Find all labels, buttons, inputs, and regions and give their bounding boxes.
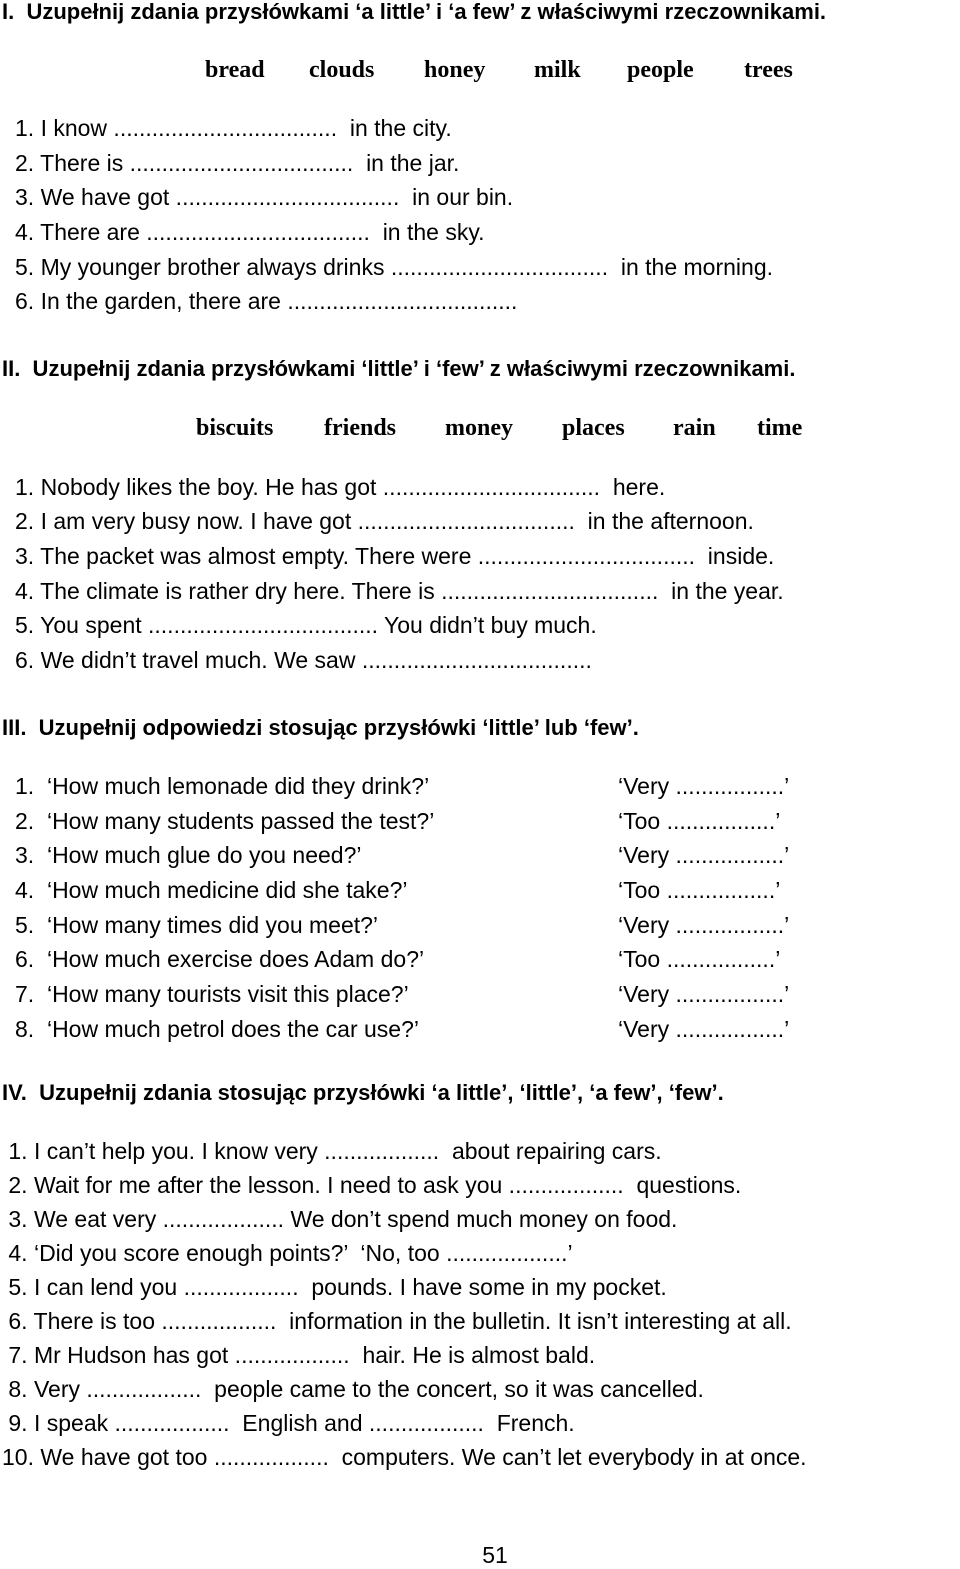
exercise-3-row (15, 876, 960, 904)
exercise-4-item: 8. Very .................. people came to the concert, so it was cancelled. (2, 1376, 704, 1402)
answer-text: ‘Very .................’ (618, 773, 790, 799)
exercise-3-row (15, 772, 960, 800)
answer-text: ‘Very .................’ (618, 842, 790, 868)
section-3-heading: III. Uzupełnij odpowiedzi stosując przysłówki ‘little’ lub ‘few’. (2, 715, 639, 740)
question-text: 2. ‘How many students passed the test?’ (15, 808, 435, 834)
exercise-3-row (15, 807, 960, 835)
question-text: 4. ‘How much medicine did she take?’ (15, 877, 408, 903)
exercise-2-item: 5. You spent .................................... You didn’t buy much. (15, 612, 597, 638)
answer-text: ‘Very .................’ (618, 912, 790, 938)
exercise-4-item: 6. There is too .................. information in the bulletin. It isn’t interesting at all. (2, 1308, 792, 1334)
exercise-4-item: 4. ‘Did you score enough points?’ ‘No, too ...................’ (2, 1240, 573, 1266)
exercise-4-item: 5. I can lend you .................. pounds. I have some in my pocket. (2, 1274, 667, 1300)
section-4-heading: IV. Uzupełnij zdania stosując przysłówki ‘a little’, ‘little’, ‘a few’, ‘few’. (2, 1080, 724, 1105)
exercise-2-item: 2. I am very busy now. I have got .................................. in the afternoon. (15, 508, 754, 534)
word-bank-1-item: milk (534, 57, 581, 83)
exercise-3-row (15, 945, 960, 973)
question-text: 7. ‘How many tourists visit this place?’ (15, 981, 409, 1007)
exercise-4-item: 2. Wait for me after the lesson. I need to ask you .................. questions. (2, 1172, 742, 1198)
word-bank-1-item: honey (424, 57, 486, 83)
exercise-1-item: 5. My younger brother always drinks .................................. in the morning. (15, 254, 774, 280)
word-bank-2-item: money (445, 415, 513, 441)
exercise-3-row (15, 980, 960, 1008)
question-text: 3. ‘How much glue do you need?’ (15, 842, 362, 868)
word-bank-1-item: people (627, 57, 694, 83)
word-bank-2-item: friends (324, 415, 396, 441)
exercise-4-item: 1. I can’t help you. I know very .................. about repairing cars. (2, 1138, 662, 1164)
answer-text: ‘Very .................’ (618, 981, 790, 1007)
exercise-4-item: 10. We have got too .................. computers. We can’t let everybody in at once. (2, 1444, 807, 1470)
exercise-1-item: 6. In the garden, there are .................................... (15, 288, 518, 314)
answer-text: ‘Too .................’ (618, 946, 781, 972)
question-text: 5. ‘How many times did you meet?’ (15, 912, 379, 938)
exercise-1-item: 2. There is ................................... in the jar. (15, 150, 460, 176)
section-1-heading: I. Uzupełnij zdania przysłówkami ‘a little’ i ‘a few’ z właściwymi rzeczownikami. (2, 0, 827, 24)
exercise-3-row (15, 911, 960, 939)
answer-text: ‘Very .................’ (618, 1016, 790, 1042)
word-bank-2-item: places (562, 415, 625, 441)
exercise-4-item: 7. Mr Hudson has got .................. hair. He is almost bald. (2, 1342, 596, 1368)
word-bank-1-item: trees (744, 57, 793, 83)
exercise-3-row (15, 841, 960, 869)
page-number: 51 (482, 1542, 508, 1568)
exercise-1-item: 4. There are ................................... in the sky. (15, 219, 485, 245)
question-text: 8. ‘How much petrol does the car use?’ (15, 1016, 419, 1042)
word-bank-2-item: time (757, 415, 803, 441)
word-bank-1-item: bread (205, 57, 265, 83)
exercise-3-row (15, 1015, 960, 1043)
word-bank-1-item: clouds (309, 57, 375, 83)
answer-text: ‘Too .................’ (618, 877, 781, 903)
exercise-1-item: 1. I know ................................... in the city. (15, 115, 452, 141)
exercise-1-item: 3. We have got ................................... in our bin. (15, 184, 514, 210)
exercise-2-item: 3. The packet was almost empty. There were .................................. inside. (15, 543, 775, 569)
word-bank-2-item: rain (673, 415, 716, 441)
exercise-2-item: 4. The climate is rather dry here. There is .................................. in the year. (15, 578, 784, 604)
exercise-4-item: 9. I speak .................. English and .................. French. (2, 1410, 575, 1436)
section-2-heading: II. Uzupełnij zdania przysłówkami ‘little’ i ‘few’ z właściwymi rzeczownikami. (2, 356, 796, 381)
exercise-2-item: 1. Nobody likes the boy. He has got .................................. here. (15, 474, 666, 500)
question-text: 6. ‘How much exercise does Adam do?’ (15, 946, 425, 972)
exercise-2-item: 6. We didn’t travel much. We saw .................................... (15, 647, 592, 673)
answer-text: ‘Too .................’ (618, 808, 781, 834)
question-text: 1. ‘How much lemonade did they drink?’ (15, 773, 430, 799)
exercise-4-item: 3. We eat very ................... We don’t spend much money on food. (2, 1206, 678, 1232)
word-bank-2-item: biscuits (196, 415, 274, 441)
